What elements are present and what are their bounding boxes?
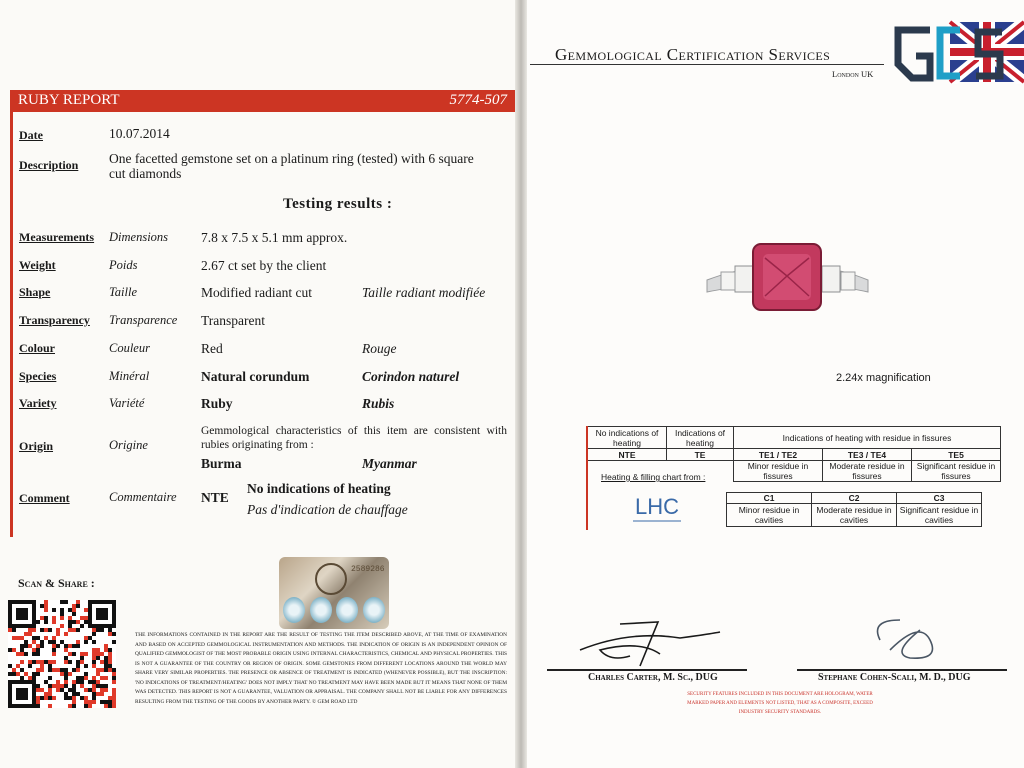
comment-label-row [19, 490, 70, 506]
hologram-serial: 2589286 [351, 565, 385, 574]
result-label: Species [19, 369, 57, 383]
origin-label: Origin [19, 439, 54, 453]
chart-source-label: Heating & filling chart from : [601, 472, 706, 482]
result-value: 2.67 ct set by the client [201, 258, 327, 273]
result-label-fr: Couleur [109, 341, 150, 355]
org-location: London UK [832, 69, 874, 79]
header-rule [530, 64, 884, 65]
date-label: Date [19, 128, 43, 142]
signature-line-2 [797, 669, 1007, 671]
report-frame-line [10, 112, 13, 537]
org-name: Gemmological Certification Services [555, 45, 831, 64]
red-frame-right [586, 426, 588, 530]
heat-code-te5: TE5 [912, 449, 1001, 461]
description-line-1: One facetted gemstone set on a platinum ring (tested) with 6 square [109, 151, 474, 166]
result-value: 7.8 x 7.5 x 5.1 mm approx. [201, 230, 348, 245]
comment-value: No indications of heating [247, 481, 391, 496]
result-label-fr: Poids [109, 258, 138, 272]
seal-icon [315, 563, 347, 595]
comment-label: Comment [19, 491, 70, 505]
cavity-code-c2: C2 [812, 493, 897, 504]
heat-desc-te12: Minor residue in fissures [734, 461, 823, 482]
result-value: Ruby [201, 396, 233, 411]
lhc-logo [627, 488, 687, 528]
result-label-fr: Minéral [109, 369, 150, 383]
origin-fr: Origine [109, 438, 148, 452]
origin-label-row [19, 438, 53, 454]
cavity-code-c1: C1 [727, 493, 812, 504]
lhc-logo-text: LHC [634, 494, 680, 519]
comment-fr: Commentaire [109, 490, 177, 504]
result-value: Transparent [201, 313, 265, 328]
result-label: Variety [19, 396, 57, 410]
cavity-desc-c2: Moderate residue in cavities [812, 504, 897, 527]
signatory-2-name: Stephane Cohen-Scali, M. D., DUG [818, 672, 971, 683]
binding-spine [515, 0, 527, 768]
testing-results-heading: Testing results : [283, 196, 393, 212]
result-value: Red [201, 341, 223, 356]
result-value-fr: Rubis [362, 396, 395, 411]
signature-2 [860, 610, 960, 668]
result-value: Natural corundum [201, 369, 310, 384]
heat-code-te12: TE1 / TE2 [734, 449, 823, 461]
heat-code-te34: TE3 / TE4 [823, 449, 912, 461]
magnification-caption: 2.24x magnification [836, 372, 931, 384]
signature-line-1 [547, 669, 747, 671]
report-number: 5774-507 [449, 92, 507, 108]
result-value-fr: Rouge [362, 341, 397, 356]
cavity-table [726, 492, 982, 527]
hologram-pattern [283, 597, 385, 625]
result-label: Transparency [19, 313, 90, 327]
gcs-union-jack-logo [890, 20, 1024, 84]
scan-share-label: Scan & Share : [18, 576, 95, 590]
hologram-sticker [279, 557, 389, 629]
origin-value-fr: Myanmar [362, 456, 417, 471]
date-value: 10.07.2014 [109, 126, 170, 141]
report-header-bar [10, 90, 515, 112]
heat-code-te: TE [667, 449, 734, 461]
report-title: RUBY REPORT [18, 92, 120, 108]
disclaimer-text: THE INFORMATIONS CONTAINED IN THE REPORT ARE THE RESULT OF TESTING THE ITEM DESCRIBED ABOVE, AT THE TIME OF EXAMINATION AND BASED ON ACCEPTED GEMMOLOGICAL INSTRUMENTATION AND METHODS. THE INDICATION OF ORIGIN IS AN INDEPENDENT OPINION OF QUALIFIED GEMMOLOGIST OF THE MOST PROBABLE ORIGIN USING INTERNAL CHARACTERISTICS, CHEMICAL AND PHYSICAL PROPERTIES. THIS IS NOT A GUARANTEE OF THE COUNTRY OR REGION OF ORIGIN. SOME GEMSTONES FROM DIFFERENT LOCATIONS AROUND THE WORLD MAY SHARE VERY SIMILAR PROPERTIES. THE PRESENCE OR ABSENCE OF TREATMENT IS INDICATED (WHENEVER POSSIBLE), BUT THE INSCRIPTION: 'NO INDICATIONS OF TREATMENT/HEATING' DOES NOT IMPLY THAT NO TREATMENT MAY HAVE BEEN MADE BUT IT MEANS THAT NONE OF THEM WAS DETECTED. THIS REPORT IS NOT A GUARANTEE, VALUATION OR APPRAISAL. THE COMPANY SHALL NOT BE LIABLE FOR ANY DIFFERENCES RESULTING FROM THE TESTING OF THE GOODS BY ANOTHER PARTY. © GEM ROAD LTD [135, 632, 507, 705]
result-value-fr: Taille radiant modifiée [362, 285, 486, 300]
result-value: Modified radiant cut [201, 285, 312, 300]
result-label-fr: Dimensions [109, 230, 169, 244]
heat-header-3: Indications of heating with residue in fissures [734, 427, 1001, 449]
result-label: Measurements [19, 230, 95, 244]
signature-1 [570, 610, 730, 670]
security-note: SECURITY FEATURES INCLUDED IN THIS DOCUMENT ARE HOLOGRAM, WATER MARKED PAPER AND ELEMENTS NOT LISTED, THAT AS A COMPOSITE, EXCEED INDUSTRY SECURITY STANDARDS. [687, 692, 873, 715]
comment-code: NTE [201, 490, 229, 505]
result-label: Colour [19, 341, 55, 355]
result-label-fr: Taille [109, 285, 138, 299]
description-line-2: cut diamonds [109, 166, 182, 181]
heat-header-1: No indications of heating [588, 427, 667, 449]
comment-value-fr: Pas d'indication de chauffage [247, 502, 408, 517]
cavity-code-c3: C3 [897, 493, 982, 504]
date-row [19, 127, 43, 143]
result-label: Weight [19, 258, 56, 272]
result-label-fr: Variété [109, 396, 145, 410]
result-label-fr: Transparence [109, 313, 178, 327]
description-label-row [19, 157, 78, 173]
ruby-ring-photo [705, 236, 870, 321]
origin-text: Gemmological characteristics of this item are consistent with rubies originating from : [201, 425, 507, 451]
signatory-1-name: Charles Carter, M. Sc., DUG [588, 672, 718, 683]
heat-header-2: Indications of heating [667, 427, 734, 449]
description-label: Description [19, 158, 79, 172]
description-value [109, 151, 514, 181]
heat-code-nte: NTE [588, 449, 667, 461]
heat-desc-te5: Significant residue in fissures [912, 461, 1001, 482]
result-value-fr: Corindon naturel [362, 369, 460, 384]
result-label: Shape [19, 285, 51, 299]
qr-code[interactable] [8, 600, 116, 708]
cavity-desc-c1: Minor residue in cavities [727, 504, 812, 527]
heat-desc-te34: Moderate residue in fissures [823, 461, 912, 482]
origin-value: Burma [201, 456, 242, 471]
cavity-desc-c3: Significant residue in cavities [897, 504, 982, 527]
